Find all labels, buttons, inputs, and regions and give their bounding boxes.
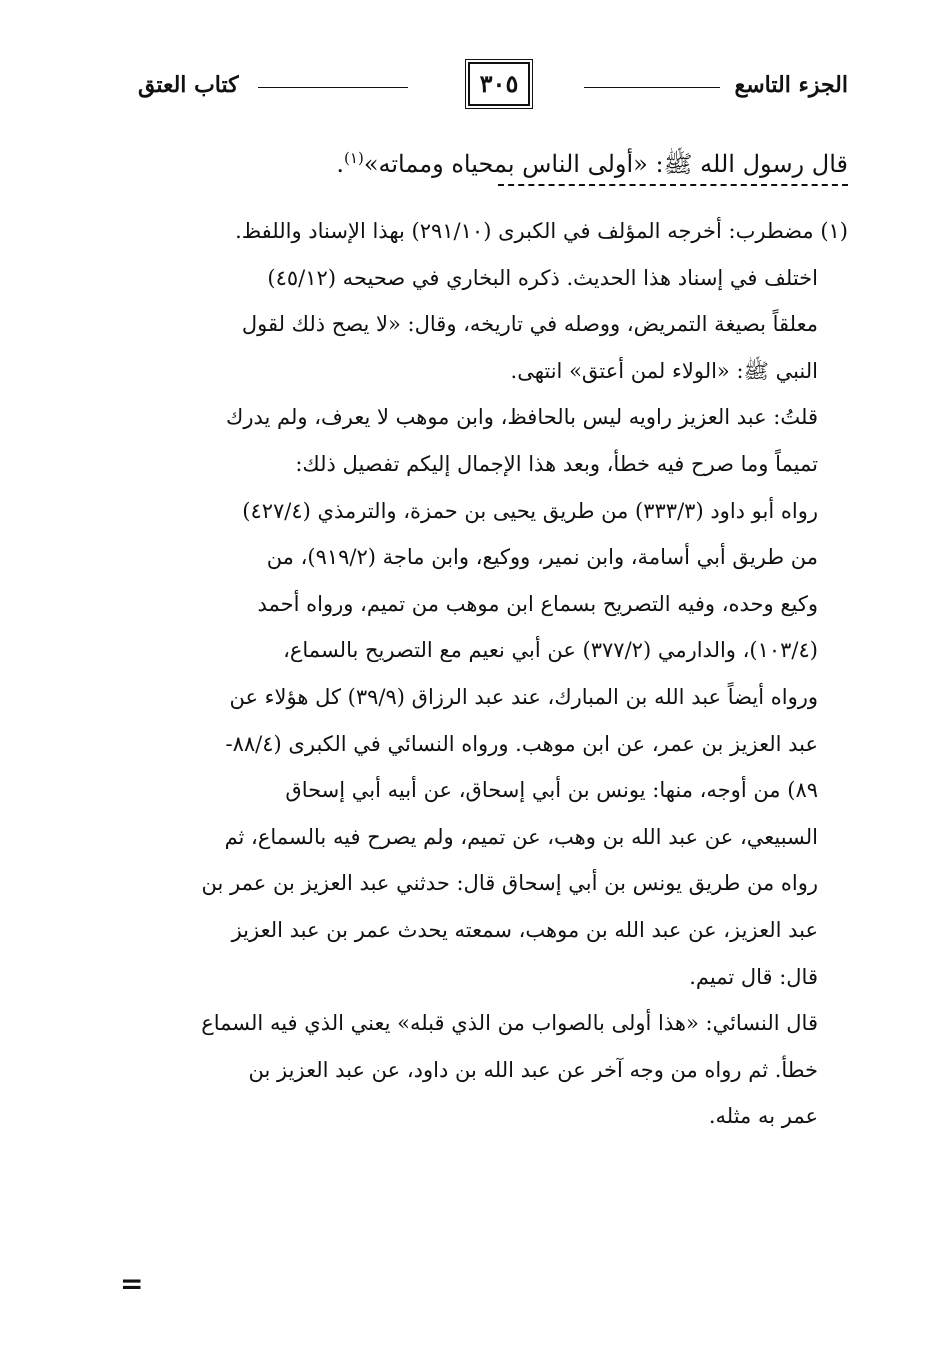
- header-rule-right: [584, 87, 720, 88]
- footnote-line: رواه من طريق يونس بن أبي إسحاق قال: حدثني عبد العزيز بن عمر بن: [201, 871, 818, 896]
- main-text: قال رسول الله ﷺ: «أولى الناس بمحياه ومماته»$^{(١)}$.: [336, 149, 848, 178]
- footnote-line: ٨٩) من أوجه، منها: يونس بن أبي إسحاق، عن أبيه أبي إسحاق: [285, 778, 818, 803]
- footnote-line: عبد العزيز بن عمر، عن ابن موهب. ورواه النسائي في الكبرى (٨٨/٤-: [225, 731, 818, 756]
- footnote-line: خطأ. ثم رواه من وجه آخر عن عبد الله بن داود، عن عبد العزيز بن: [248, 1057, 818, 1082]
- running-header: [138, 62, 848, 108]
- footnote-line: قال النسائي: «هذا أولى بالصواب من الذي قبله» يعني الذي فيه السماع: [201, 1011, 818, 1036]
- page-number: ٣٠٥: [468, 62, 530, 106]
- hadith-text: قال رسول الله ﷺ: «أولى الناس بمحياه ومماته»: [363, 150, 848, 178]
- footnote-line: معلقاً بصيغة التمريض، ووصله في تاريخه، وقال: «لا يصح ذلك لقول: [241, 312, 818, 337]
- footnote-marker: (١): [820, 219, 848, 243]
- continuation-mark: =: [120, 1267, 144, 1300]
- footnote-line: عبد العزيز، عن عبد الله بن موهب، سمعته يحدث عمر بن عبد العزيز: [231, 917, 818, 942]
- footnote-block: [132, 208, 848, 1140]
- footnote-line: ورواه أيضاً عبد الله بن المبارك، عند عبد الرزاق (٣٩/٩) كل هؤلاء عن: [229, 684, 818, 709]
- footnote-line: رواه أبو داود (٣٣٣/٣) من طريق يحيى بن حمزة، والترمذي (٤٢٧/٤): [242, 498, 818, 523]
- footnote-line: من طريق أبي أسامة، وابن نمير، ووكيع، وابن ماجة (٩١٩/٢)، من: [266, 545, 818, 570]
- footnote-line: وكيع وحده، وفيه التصريح بسماع ابن موهب من تميم، ورواه أحمد: [257, 591, 818, 616]
- book-title: كتاب العتق: [138, 72, 239, 98]
- footnote-divider: [498, 184, 848, 186]
- footnote-line: قال: قال تميم.: [689, 964, 818, 989]
- footnote-line: قلتُ: عبد العزيز راويه ليس بالحافظ، وابن موهب لا يعرف، ولم يدرك: [226, 405, 818, 430]
- footnote-line: السبيعي، عن عبد الله بن وهب، عن تميم، ولم يصرح فيه بالسماع، ثم: [224, 824, 818, 849]
- header-rule-left: [258, 87, 408, 88]
- footnote-line: تميماً وما صرح فيه خطأ، وبعد هذا الإجمال إليكم تفصيل ذلك:: [295, 451, 818, 476]
- footnote-line: (١٠٣/٤)، والدارمي (٣٧٧/٢) عن أبي نعيم مع التصريح بالسماع،: [283, 638, 818, 663]
- footnote-ref: (١): [344, 149, 364, 167]
- volume-label: الجزء التاسع: [734, 72, 848, 98]
- footnote-line: اختلف في إسناد هذا الحديث. ذكره البخاري في صحيحه (٤٥/١٢): [267, 265, 818, 290]
- footnote-line: (١) مضطرب: أخرجه المؤلف في الكبرى (٢٩١/١٠) بهذا الإسناد واللفظ.: [235, 219, 848, 243]
- footnote-line: النبي ﷺ: «الولاء لمن أعتق» انتهى.: [510, 358, 818, 383]
- footnote-line: عمر به مثله.: [708, 1104, 818, 1129]
